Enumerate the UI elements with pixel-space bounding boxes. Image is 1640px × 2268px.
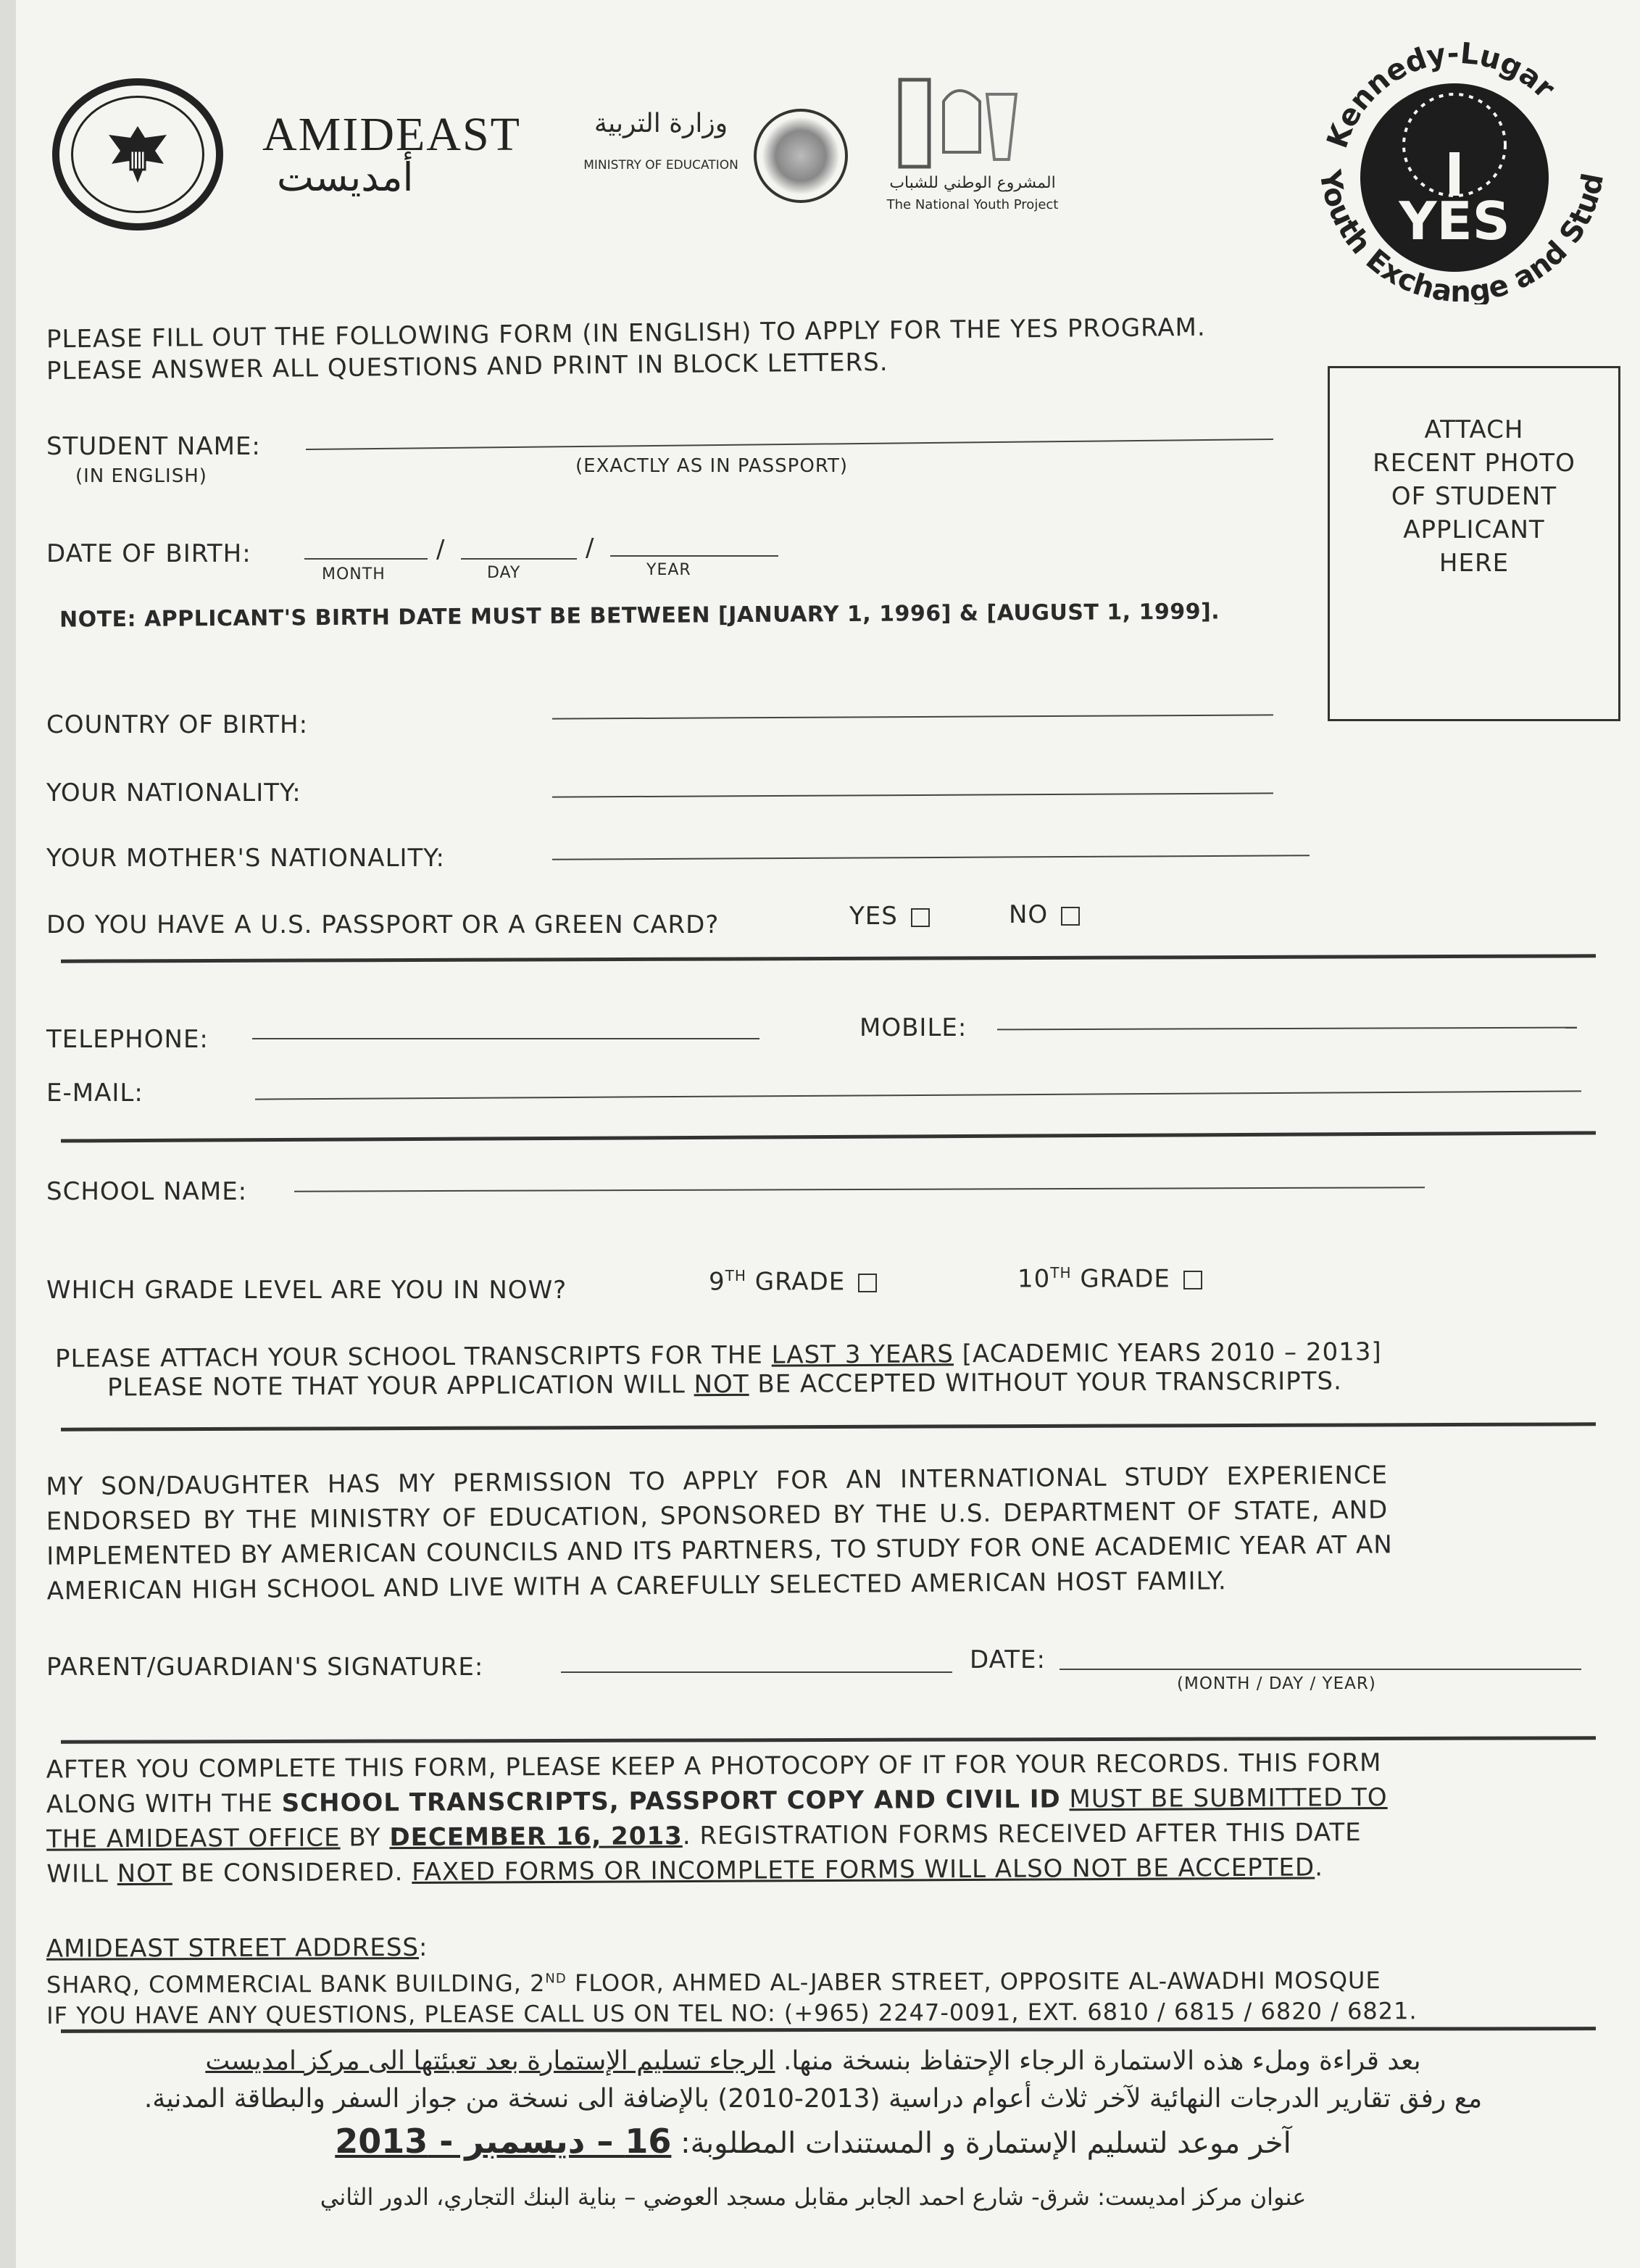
passport-no-checkbox[interactable]: [1061, 907, 1080, 926]
dob-day-label: DAY: [487, 564, 521, 582]
svg-text:Youth Exchange and Study: Youth Exchange and Stud: [1312, 167, 1611, 304]
grade-10-option[interactable]: 10TH GRADE: [1017, 1264, 1202, 1293]
signature-field[interactable]: [561, 1671, 952, 1673]
telephone-field[interactable]: [252, 1038, 759, 1039]
dob-month-label: MONTH: [322, 565, 386, 583]
deadline-date: DECEMBER 16, 2013: [389, 1822, 683, 1853]
telephone-label: TELEPHONE:: [46, 1025, 209, 1054]
mobile-field[interactable]: [997, 1027, 1577, 1031]
email-field[interactable]: [255, 1090, 1581, 1100]
yes-text: YES: [1399, 191, 1510, 252]
grade-10-checkbox[interactable]: [1183, 1271, 1202, 1289]
section-divider: [61, 1422, 1596, 1431]
grade-question: WHICH GRADE LEVEL ARE YOU IN NOW?: [46, 1276, 567, 1305]
country-of-birth-label: COUNTRY OF BIRTH:: [46, 710, 309, 739]
signature-date-label: DATE:: [970, 1645, 1046, 1674]
transcripts-note-line-2: PLEASE NOTE THAT YOUR APPLICATION WILL NOT BE ACCEPTED WITHOUT YOUR TRANSCRIPTS.: [107, 1366, 1342, 1403]
dob-label: DATE OF BIRTH:: [46, 539, 251, 568]
mobile-label: MOBILE:: [859, 1013, 967, 1042]
national-youth-project-logo: المشروع الوطني للشباب The National Youth Project: [878, 72, 1067, 217]
submission-instructions: AFTER YOU COMPLETE THIS FORM, PLEASE KEEP A PHOTOCOPY OF IT FOR YOUR RECORDS. THIS FORM ALONG WITH THE SCHOOL TRANSCRIPTS, PASSPORT COPY AND CIVIL ID MUST BE SUBMITTED TO THE AMIDEAST OFFICE BY DECEMBER 16, 2013. REGISTRATION FORMS RECEIVED AFTER THIS DATE WILL NOT BE CONSIDERED. FAXED FORMS OR INCOMPLETE FORMS WILL ALSO NOT BE ACCEPTED.: [46, 1748, 1388, 1889]
svg-text:Kennedy-Lugar: Kennedy-Lugar: [1320, 36, 1562, 153]
passport-yes-option[interactable]: YES: [849, 902, 930, 931]
passport-question: DO YOU HAVE A U.S. PASSPORT OR A GREEN CARD?: [46, 910, 720, 939]
dob-year-field[interactable]: [610, 555, 778, 557]
photo-attachment-box[interactable]: [1328, 366, 1620, 721]
student-name-field[interactable]: [306, 439, 1273, 450]
eagle-icon: [94, 113, 181, 200]
passport-name-note: (EXACTLY AS IN PASSPORT): [575, 455, 849, 477]
dob-day-field[interactable]: [461, 558, 577, 560]
youth-project-emblem-icon: [893, 72, 1038, 174]
birth-date-note: NOTE: APPLICANT'S BIRTH DATE MUST BE BETWEEN [JANUARY 1, 1996] & [AUGUST 1, 1999].: [59, 599, 1220, 633]
grade-9-option[interactable]: 9TH GRADE: [709, 1267, 877, 1296]
contact-phone-line: IF YOU HAVE ANY QUESTIONS, PLEASE CALL US ON TEL NO: (+965) 2247-0091, EXT. 6810 / 6815 / 6820 / 6821.: [46, 1996, 1418, 2030]
student-name-label: STUDENT NAME:: [46, 432, 261, 461]
student-name-sublabel: (IN ENGLISH): [75, 465, 207, 487]
dob-month-field[interactable]: [304, 558, 428, 560]
signature-date-field[interactable]: [1060, 1669, 1581, 1670]
transcripts-note-line-1: PLEASE ATTACH YOUR SCHOOL TRANSCRIPTS FOR THE LAST 3 YEARS [ACADEMIC YEARS 2010 – 2013]: [54, 1337, 1382, 1374]
form-page: AMIDEAST أمديست وزارة التربية MINISTRY OF EDUCATION المشروع الوطني للشباب The National Youth Project YES Kennedy-Lugar Youth Exchange and Stud PLEASE FILL OUT THE FOLLOWING FORM (IN ENGLISH) TO APPLY FOR THE YES PROGRAM. PLEASE ANSWER ALL QUESTIONS AND PRINT IN BLOCK LETTERS. ATTACH RECENT PHOTO OF STUDENT APPLICANT HERE STUDENT NAME: (IN ENGLISH) (EXACTLY AS IN PASSPORT) DATE OF BIRTH: / / MONTH DAY YEAR NOTE: APPLICANT'S BIRTH DATE MUST BE BETWEEN [JANUARY 1, 1996] & [AUGUST 1, 1999]. COUNTRY OF BIRTH: YOUR NATIONALITY: YOUR MOTHER'S NATIONALITY: DO YOU HAVE A U.S. PASSPORT OR A GREEN CARD? YES NO TELEPHONE: MOBILE: E-MAIL: SCHOOL NAME: WHICH GRADE LEVEL ARE YOU IN NOW? 9TH GRADE 10TH GRADE PLEASE ATTACH YOUR SCHOOL TRANSCRIPTS FOR THE LAST 3 YEARS [ACADEMIC YEARS 2010 – 2013] PLEASE NOTE THAT YOUR APPLICATION WILL NOT BE ACCEPTED WITHOUT YOUR TRANSCRIPTS. MY SON/DAUGHTER HAS MY PERMISSION TO APPLY FOR AN INTERNATIONAL STUDY EXPERIENCE ENDORSED BY THE MINISTRY OF EDUCATION, SPONSORED BY THE U.S. DEPARTMENT OF STATE, AND IMPLEMENTED BY AMERICAN COUNCILS AND ITS PARTNERS, TO STUDY FOR ONE ACADEMIC YEAR AT AN AMERICAN HIGH SCHOOL AND LIVE WITH A CAREFULLY SELECTED AMERICAN HOST FAMILY. PARENT/GUARDIAN'S SIGNATURE: DATE: (MONTH / DAY / YEAR) AFTER YOU COMPLETE THIS FORM, PLEASE KEEP A PHOTOCOPY OF IT FOR YOUR RECORDS. THIS FORM ALONG WITH THE SCHOOL TRANSCRIPTS, PASSPORT COPY AND CIVIL ID MUST BE SUBMITTED TO THE AMIDEAST OFFICE BY DECEMBER 16, 2013. REGISTRATION FORMS RECEIVED AFTER THIS DATE WILL NOT BE CONSIDERED. FAXED FORMS OR INCOMPLETE FORMS WILL ALSO NOT BE ACCEPTED. AMIDEAST STREET ADDRESS: SHARQ, COMMERCIAL BANK BUILDING, 2ND FLOOR, AHMED AL-JABER STREET, OPPOSITE AL-AWADHI MOSQUE IF YOU HAVE ANY QUESTIONS, PLEASE CALL US ON TEL NO: (+965) 2247-0091, EXT. 6810 / 6815 / 6820 / 6821. بعد قراءة وملء هذه الاستمارة الرجاء الإحتفاظ بنسخة منها. الرجاء تسليم الإستمارة بعد تعبئتها الى مركز امديست مع رفق تقارير الدرجات النهائية لآخر ثلاث أعوام دراسية (2013-2010) بالإضافة الى نسخة من جواز السفر والبطاقة المدنية. آخر موعد لتسليم الإستمارة و المستندات المطلوبة: 16 – ديسمبر - 2013 عنوان مركز امديست: شرق- شارع احمد الجابر مقابل مسجد العوضي – بناية البنك التجاري، الدور الثاني: [16, 0, 1640, 2268]
amideast-address: AMIDEAST STREET ADDRESS: SHARQ, COMMERCIAL BANK BUILDING, 2ND FLOOR, AHMED AL-JABER STREET, OPPOSITE AL-AWADHI MOSQUE IF YOU HAVE ANY QUESTIONS, PLEASE CALL US ON TEL NO: (+965) 2247-0091, EXT. 6810 / 6815 / 6820 / 6821.: [46, 1927, 1612, 2030]
arabic-instructions: بعد قراءة وملء هذه الاستمارة الرجاء الإحتفاظ بنسخة منها. الرجاء تسليم الإستمارة بعد تعبئتها الى مركز امديست مع رفق تقارير الدرجات النهائية لآخر ثلاث أعوام دراسية (2013-2010) بالإضافة الى نسخة من جواز السفر والبطاقة المدنية. آخر موعد لتسليم الإستمارة و المستندات المطلوبة: 16 – ديسمبر - 2013 عنوان مركز امديست: شرق- شارع احمد الجابر مقابل مسجد العوضي – بناية البنك التجاري، الدور الثاني: [143, 2046, 1483, 2211]
intro-line-1: PLEASE FILL OUT THE FOLLOWING FORM (IN ENGLISH) TO APPLY FOR THE YES PROGRAM.: [46, 312, 1206, 354]
section-divider: [61, 1736, 1596, 1744]
permission-paragraph: MY SON/DAUGHTER HAS MY PERMISSION TO APPLY FOR AN INTERNATIONAL STUDY EXPERIENCE ENDORSED BY THE MINISTRY OF EDUCATION, SPONSORED BY THE U.S. DEPARTMENT OF STATE, AND IMPLEMENTED BY AMERICAN COUNCILS AND ITS PARTNERS, TO STUDY FOR ONE ACADEMIC YEAR AT AN AMERICAN HIGH SCHOOL AND LIVE WITH A CAREFULLY SELECTED AMERICAN HOST FAMILY.: [46, 1461, 1393, 1606]
email-label: E-MAIL:: [46, 1079, 143, 1108]
mother-nationality-label: YOUR MOTHER'S NATIONALITY:: [46, 844, 446, 873]
ministry-of-education-logo: وزارة التربية MINISTRY OF EDUCATION: [574, 109, 864, 203]
school-name-label: SCHOOL NAME:: [46, 1177, 248, 1206]
department-of-state-seal: [52, 78, 223, 230]
grade-9-checkbox[interactable]: [858, 1274, 877, 1292]
yes-program-logo: [1299, 29, 1618, 304]
school-name-field[interactable]: [294, 1187, 1425, 1192]
mother-nationality-field[interactable]: [552, 855, 1310, 860]
intro-line-2: PLEASE ANSWER ALL QUESTIONS AND PRINT IN BLOCK LETTERS.: [46, 347, 888, 386]
ministry-emblem-icon: [754, 109, 848, 203]
country-of-birth-field[interactable]: [552, 714, 1273, 719]
section-divider: [61, 1131, 1596, 1142]
date-format-hint: (MONTH / DAY / YEAR): [1177, 1674, 1376, 1693]
photo-box-label: ATTACH RECENT PHOTO OF STUDENT APPLICANT HERE: [1373, 415, 1576, 578]
nationality-field[interactable]: [552, 792, 1273, 797]
nationality-label: YOUR NATIONALITY:: [46, 778, 301, 807]
dob-year-label: YEAR: [646, 561, 691, 579]
signature-label: PARENT/GUARDIAN'S SIGNATURE:: [46, 1653, 484, 1682]
section-divider: [61, 954, 1596, 963]
passport-yes-checkbox[interactable]: [911, 908, 930, 927]
passport-no-option[interactable]: NO: [1009, 900, 1080, 929]
amideast-logo: AMIDEAST أمديست: [262, 108, 521, 200]
